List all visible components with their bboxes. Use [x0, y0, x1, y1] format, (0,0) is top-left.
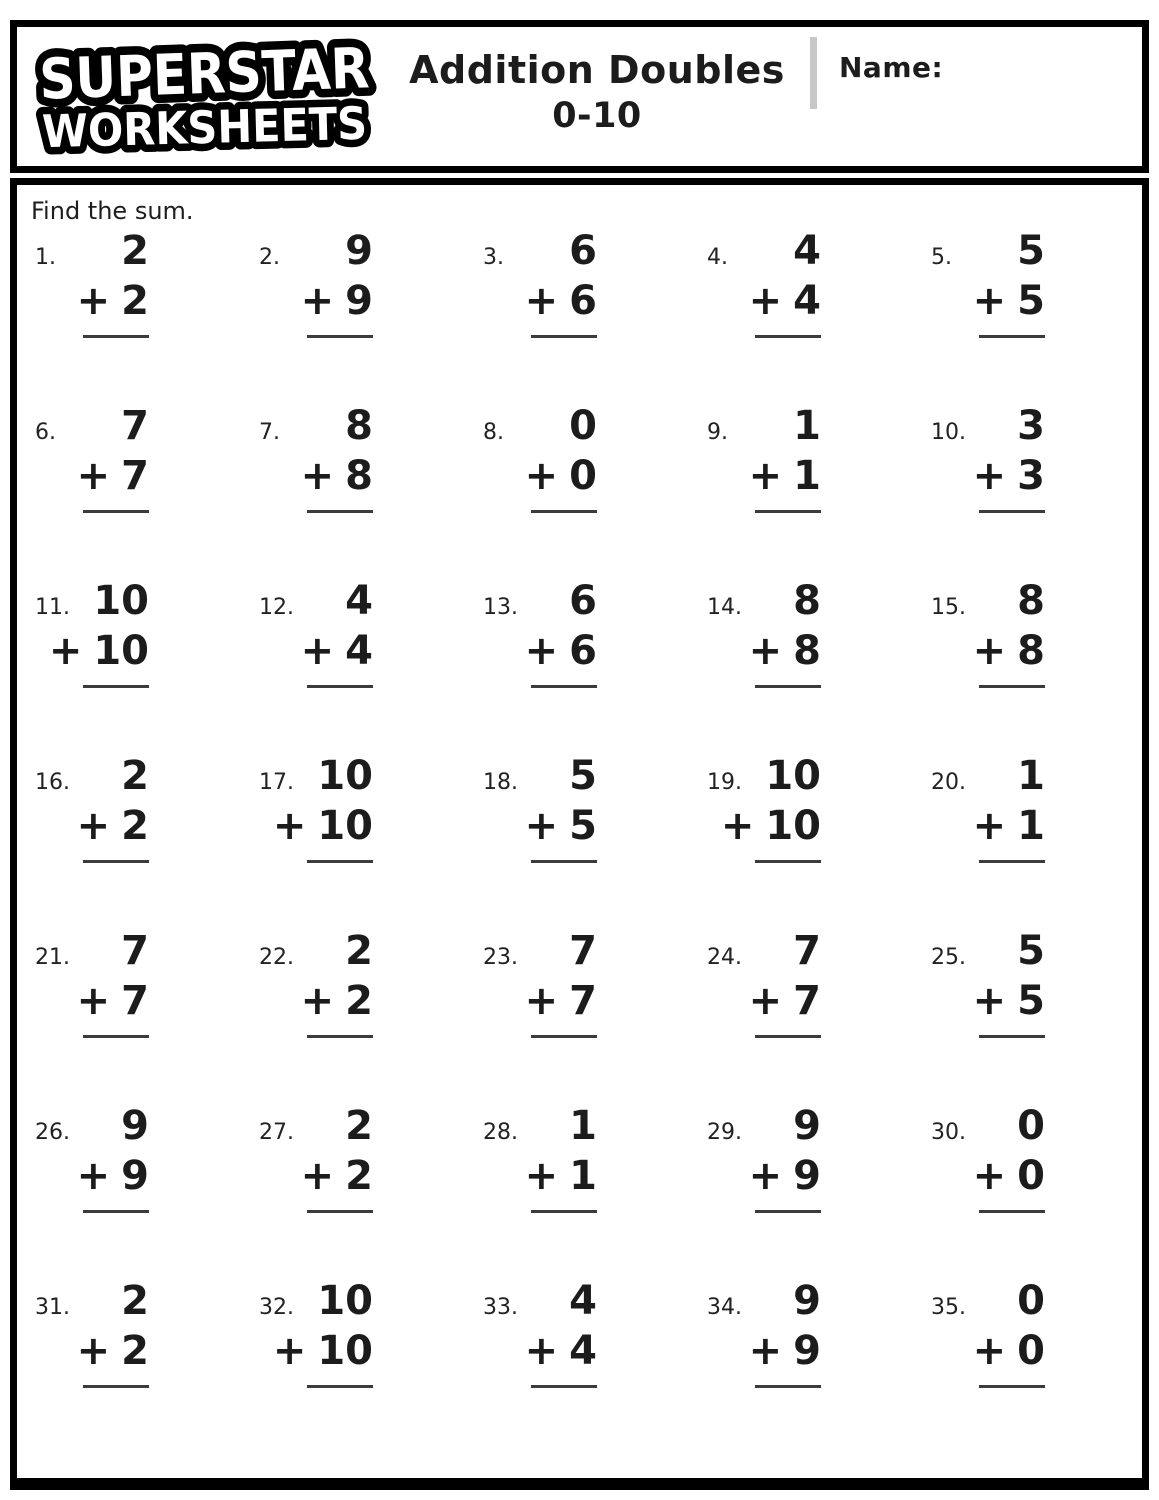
problem-number: 7.: [259, 420, 280, 445]
plus-sign: +: [272, 803, 307, 849]
plus-sign: +: [972, 1328, 1007, 1374]
problem-number: 31.: [35, 1295, 70, 1320]
bottom-addend: 10: [765, 803, 821, 849]
problem-number: 16.: [35, 770, 70, 795]
problem-cell: [927, 753, 1151, 931]
plus-sign: +: [524, 978, 559, 1024]
problem-work: [971, 1103, 1045, 1213]
plus-sign: +: [524, 628, 559, 674]
bottom-addend-row: [75, 453, 149, 499]
problem-work: [75, 1278, 149, 1388]
top-addend: 10: [93, 578, 149, 624]
bottom-addend: 2: [345, 978, 373, 1024]
top-addend: 0: [569, 403, 597, 449]
plus-sign: +: [76, 1328, 111, 1374]
answer-line: [979, 510, 1045, 513]
bottom-addend-row: [971, 1328, 1045, 1374]
bottom-addend-row: [747, 628, 821, 674]
answer-line: [307, 1035, 373, 1038]
answer-line: [755, 335, 821, 338]
bottom-addend: 2: [121, 803, 149, 849]
bottom-addend-row: [75, 278, 149, 324]
bottom-addend: 9: [345, 278, 373, 324]
bottom-addend-row: [971, 1153, 1045, 1199]
bottom-addend: 5: [1017, 978, 1045, 1024]
plus-sign: +: [748, 453, 783, 499]
top-addend: 2: [345, 928, 373, 974]
problem-cell: [255, 1278, 479, 1456]
bottom-addend-row: [971, 803, 1045, 849]
problem-cell: [479, 228, 703, 406]
problem-cell: [255, 753, 479, 931]
bottom-addend-row: [299, 978, 373, 1024]
plus-sign: +: [76, 978, 111, 1024]
answer-line: [307, 335, 373, 338]
answer-line: [531, 685, 597, 688]
plus-sign: +: [972, 978, 1007, 1024]
top-addend: 2: [121, 753, 149, 799]
answer-line: [755, 1385, 821, 1388]
problem-work: [75, 1103, 149, 1213]
problem-cell: [927, 928, 1151, 1106]
bottom-addend: 2: [121, 278, 149, 324]
problem-number: 15.: [931, 595, 966, 620]
problem-cell: [927, 403, 1151, 581]
top-addend: 5: [569, 753, 597, 799]
bottom-addend: 1: [569, 1153, 597, 1199]
plus-sign: +: [524, 1328, 559, 1374]
problem-cell: [255, 228, 479, 406]
problem-cell: [31, 928, 255, 1106]
problem-cell: [703, 753, 927, 931]
problem-number: 35.: [931, 1295, 966, 1320]
answer-line: [531, 1210, 597, 1213]
answer-line: [979, 685, 1045, 688]
problem-number: 22.: [259, 945, 294, 970]
problem-work: [747, 403, 821, 513]
problem-cell: [703, 928, 927, 1106]
plus-sign: +: [300, 278, 335, 324]
worksheet-title-line2: 0-10: [552, 95, 642, 136]
problem-number: 19.: [707, 770, 742, 795]
bottom-addend: 7: [121, 978, 149, 1024]
problem-cell: [703, 1278, 927, 1456]
problem-work: [971, 928, 1045, 1038]
problem-number: 23.: [483, 945, 518, 970]
top-addend: 1: [1017, 753, 1045, 799]
bottom-addend: 9: [793, 1328, 821, 1374]
top-addend: 0: [1017, 1103, 1045, 1149]
problem-number: 32.: [259, 1295, 294, 1320]
problem-number: 34.: [707, 1295, 742, 1320]
bottom-addend: 6: [569, 278, 597, 324]
plus-sign: +: [76, 1153, 111, 1199]
top-addend: 2: [345, 1103, 373, 1149]
problem-number: 29.: [707, 1120, 742, 1145]
problem-number: 14.: [707, 595, 742, 620]
problem-work: [971, 578, 1045, 688]
problem-work: [75, 228, 149, 338]
worksheet-title: [347, 47, 847, 138]
bottom-addend-row: [299, 628, 373, 674]
problem-number: 25.: [931, 945, 966, 970]
problem-cell: [31, 1278, 255, 1456]
top-addend: 9: [121, 1103, 149, 1149]
problem-cell: [703, 578, 927, 756]
plus-sign: +: [748, 628, 783, 674]
worksheet-header: [10, 20, 1149, 173]
answer-line: [83, 510, 149, 513]
answer-line: [83, 335, 149, 338]
problem-number: 28.: [483, 1120, 518, 1145]
answer-line: [531, 510, 597, 513]
bottom-addend-row: [747, 978, 821, 1024]
problem-work: [75, 753, 149, 863]
answer-line: [979, 1210, 1045, 1213]
plus-sign: +: [720, 803, 755, 849]
bottom-addend-row: [299, 1153, 373, 1199]
answer-line: [83, 685, 149, 688]
problem-cell: [703, 228, 927, 406]
bottom-addend-row: [523, 1328, 597, 1374]
bottom-addend: 0: [1017, 1328, 1045, 1374]
problems-grid: [31, 228, 1142, 1456]
answer-line: [755, 1210, 821, 1213]
problem-work: [523, 228, 597, 338]
problem-work: [75, 403, 149, 513]
problem-cell: [927, 1278, 1151, 1456]
problem-number: 30.: [931, 1120, 966, 1145]
bottom-addend-row: [523, 453, 597, 499]
problem-work: [523, 753, 597, 863]
plus-sign: +: [972, 1153, 1007, 1199]
answer-line: [531, 335, 597, 338]
problem-number: 10.: [931, 420, 966, 445]
problem-work: [747, 1103, 821, 1213]
bottom-addend-row: [971, 453, 1045, 499]
logo-text-line2: WORKSHEETS: [41, 96, 382, 159]
bottom-addend-row: [720, 803, 821, 849]
bottom-addend-row: [523, 278, 597, 324]
problem-number: 5.: [931, 245, 952, 270]
problem-cell: [255, 403, 479, 581]
bottom-addend: 4: [569, 1328, 597, 1374]
plus-sign: +: [972, 453, 1007, 499]
bottom-addend-row: [75, 803, 149, 849]
bottom-addend: 10: [317, 1328, 373, 1374]
top-addend: 9: [793, 1278, 821, 1324]
top-addend: 8: [345, 403, 373, 449]
top-addend: 9: [793, 1103, 821, 1149]
top-addend: 4: [345, 578, 373, 624]
top-addend: 8: [1017, 578, 1045, 624]
problem-number: 24.: [707, 945, 742, 970]
name-divider-bar: [810, 37, 817, 109]
problem-work: [299, 928, 373, 1038]
plus-sign: +: [76, 453, 111, 499]
plus-sign: +: [524, 1153, 559, 1199]
bottom-addend: 0: [569, 453, 597, 499]
top-addend: 7: [569, 928, 597, 974]
problem-cell: [927, 228, 1151, 406]
problem-work: [747, 228, 821, 338]
top-addend: 9: [345, 228, 373, 274]
problem-number: 11.: [35, 595, 70, 620]
top-addend: 0: [1017, 1278, 1045, 1324]
bottom-addend-row: [523, 1153, 597, 1199]
problem-number: 6.: [35, 420, 56, 445]
plus-sign: +: [76, 803, 111, 849]
bottom-addend-row: [299, 278, 373, 324]
problem-cell: [479, 403, 703, 581]
top-addend: 2: [121, 228, 149, 274]
answer-line: [755, 1035, 821, 1038]
plus-sign: +: [524, 453, 559, 499]
top-addend: 6: [569, 578, 597, 624]
problem-number: 33.: [483, 1295, 518, 1320]
problem-work: [299, 1103, 373, 1213]
bottom-addend-row: [523, 803, 597, 849]
bottom-addend: 5: [1017, 278, 1045, 324]
problem-work: [523, 403, 597, 513]
plus-sign: +: [300, 978, 335, 1024]
problem-work: [747, 578, 821, 688]
bottom-addend: 5: [569, 803, 597, 849]
problem-cell: [703, 1103, 927, 1281]
problem-number: 9.: [707, 420, 728, 445]
plus-sign: +: [972, 278, 1007, 324]
problem-number: 26.: [35, 1120, 70, 1145]
bottom-addend: 7: [121, 453, 149, 499]
problem-work: [971, 228, 1045, 338]
problem-work: [971, 1278, 1045, 1388]
bottom-addend-row: [75, 1328, 149, 1374]
problem-work: [523, 928, 597, 1038]
problem-cell: [255, 1103, 479, 1281]
instructions-text: Find the sum.: [31, 197, 194, 225]
problem-cell: [927, 578, 1151, 756]
plus-sign: +: [524, 803, 559, 849]
answer-line: [531, 1035, 597, 1038]
problem-work: [747, 1278, 821, 1388]
problem-work: [971, 753, 1045, 863]
problem-work: [299, 403, 373, 513]
problem-cell: [703, 403, 927, 581]
top-addend: 5: [1017, 228, 1045, 274]
bottom-addend-row: [747, 1153, 821, 1199]
problem-cell: [255, 928, 479, 1106]
problem-number: 3.: [483, 245, 504, 270]
answer-line: [307, 1385, 373, 1388]
top-addend: 10: [765, 753, 821, 799]
bottom-addend: 7: [569, 978, 597, 1024]
bottom-addend: 1: [1017, 803, 1045, 849]
top-addend: 1: [569, 1103, 597, 1149]
answer-line: [307, 685, 373, 688]
problem-work: [523, 1103, 597, 1213]
answer-line: [83, 860, 149, 863]
top-addend: 3: [1017, 403, 1045, 449]
plus-sign: +: [972, 803, 1007, 849]
problem-cell: [255, 578, 479, 756]
plus-sign: +: [48, 628, 83, 674]
answer-line: [531, 860, 597, 863]
problem-number: 13.: [483, 595, 518, 620]
bottom-addend-row: [272, 803, 373, 849]
problem-number: 17.: [259, 770, 294, 795]
top-addend: 7: [121, 403, 149, 449]
bottom-addend-row: [523, 628, 597, 674]
top-addend: 2: [121, 1278, 149, 1324]
answer-line: [307, 1210, 373, 1213]
plus-sign: +: [524, 278, 559, 324]
problem-number: 21.: [35, 945, 70, 970]
problem-cell: [927, 1103, 1151, 1281]
plus-sign: +: [972, 628, 1007, 674]
bottom-addend-row: [971, 628, 1045, 674]
superstar-worksheets-logo: [27, 33, 382, 165]
plus-sign: +: [748, 278, 783, 324]
bottom-addend-row: [272, 1328, 373, 1374]
plus-sign: +: [300, 628, 335, 674]
problem-cell: [31, 1103, 255, 1281]
bottom-addend: 9: [793, 1153, 821, 1199]
bottom-addend-row: [48, 628, 149, 674]
problem-number: 20.: [931, 770, 966, 795]
problem-cell: [479, 578, 703, 756]
plus-sign: +: [300, 1153, 335, 1199]
bottom-addend: 1: [793, 453, 821, 499]
bottom-addend-row: [747, 278, 821, 324]
bottom-addend: 2: [121, 1328, 149, 1374]
plus-sign: +: [76, 278, 111, 324]
bottom-addend: 8: [345, 453, 373, 499]
problem-number: 27.: [259, 1120, 294, 1145]
problem-cell: [31, 578, 255, 756]
problem-number: 12.: [259, 595, 294, 620]
answer-line: [307, 860, 373, 863]
bottom-addend-row: [747, 453, 821, 499]
problem-work: [971, 403, 1045, 513]
problem-cell: [479, 753, 703, 931]
bottom-addend-row: [75, 1153, 149, 1199]
top-addend: 7: [793, 928, 821, 974]
bottom-addend: 0: [1017, 1153, 1045, 1199]
answer-line: [755, 860, 821, 863]
problem-work: [523, 578, 597, 688]
bottom-addend: 10: [317, 803, 373, 849]
problem-cell: [31, 228, 255, 406]
answer-line: [979, 335, 1045, 338]
problem-work: [299, 578, 373, 688]
bottom-addend: 4: [345, 628, 373, 674]
top-addend: 8: [793, 578, 821, 624]
bottom-addend: 3: [1017, 453, 1045, 499]
problem-number: 4.: [707, 245, 728, 270]
problem-work: [299, 228, 373, 338]
answer-line: [83, 1035, 149, 1038]
worksheet-title-line1: Addition Doubles: [409, 48, 785, 92]
bottom-addend: 4: [793, 278, 821, 324]
top-addend: 7: [121, 928, 149, 974]
top-addend: 4: [569, 1278, 597, 1324]
bottom-addend-row: [971, 278, 1045, 324]
answer-line: [307, 510, 373, 513]
bottom-addend-row: [299, 453, 373, 499]
plus-sign: +: [748, 1328, 783, 1374]
answer-line: [83, 1210, 149, 1213]
answer-line: [755, 685, 821, 688]
bottom-addend-row: [747, 1328, 821, 1374]
problem-work: [747, 928, 821, 1038]
answer-line: [979, 860, 1045, 863]
problem-number: 2.: [259, 245, 280, 270]
bottom-addend: 6: [569, 628, 597, 674]
top-addend: 4: [793, 228, 821, 274]
top-addend: 5: [1017, 928, 1045, 974]
problem-number: 1.: [35, 245, 56, 270]
bottom-addend: 9: [121, 1153, 149, 1199]
top-addend: 10: [317, 753, 373, 799]
top-addend: 1: [793, 403, 821, 449]
problem-cell: [31, 753, 255, 931]
bottom-addend: 8: [793, 628, 821, 674]
answer-line: [979, 1385, 1045, 1388]
top-addend: 10: [317, 1278, 373, 1324]
bottom-addend: 7: [793, 978, 821, 1024]
plus-sign: +: [300, 453, 335, 499]
logo-text-line1: SUPERSTAR: [38, 34, 382, 113]
problem-number: 8.: [483, 420, 504, 445]
answer-line: [531, 1385, 597, 1388]
bottom-addend-row: [971, 978, 1045, 1024]
problem-cell: [479, 1278, 703, 1456]
answer-line: [979, 1035, 1045, 1038]
name-label: Name:: [839, 51, 944, 84]
plus-sign: +: [748, 1153, 783, 1199]
worksheet-body: [10, 178, 1149, 1490]
bottom-addend: 10: [93, 628, 149, 674]
problem-cell: [479, 1103, 703, 1281]
problem-cell: [479, 928, 703, 1106]
problem-work: [75, 928, 149, 1038]
answer-line: [755, 510, 821, 513]
bottom-addend: 2: [345, 1153, 373, 1199]
plus-sign: +: [748, 978, 783, 1024]
bottom-addend-row: [523, 978, 597, 1024]
plus-sign: +: [272, 1328, 307, 1374]
bottom-addend: 8: [1017, 628, 1045, 674]
top-addend: 6: [569, 228, 597, 274]
answer-line: [83, 1385, 149, 1388]
problem-work: [523, 1278, 597, 1388]
problem-number: 18.: [483, 770, 518, 795]
bottom-addend-row: [75, 978, 149, 1024]
problem-cell: [31, 403, 255, 581]
